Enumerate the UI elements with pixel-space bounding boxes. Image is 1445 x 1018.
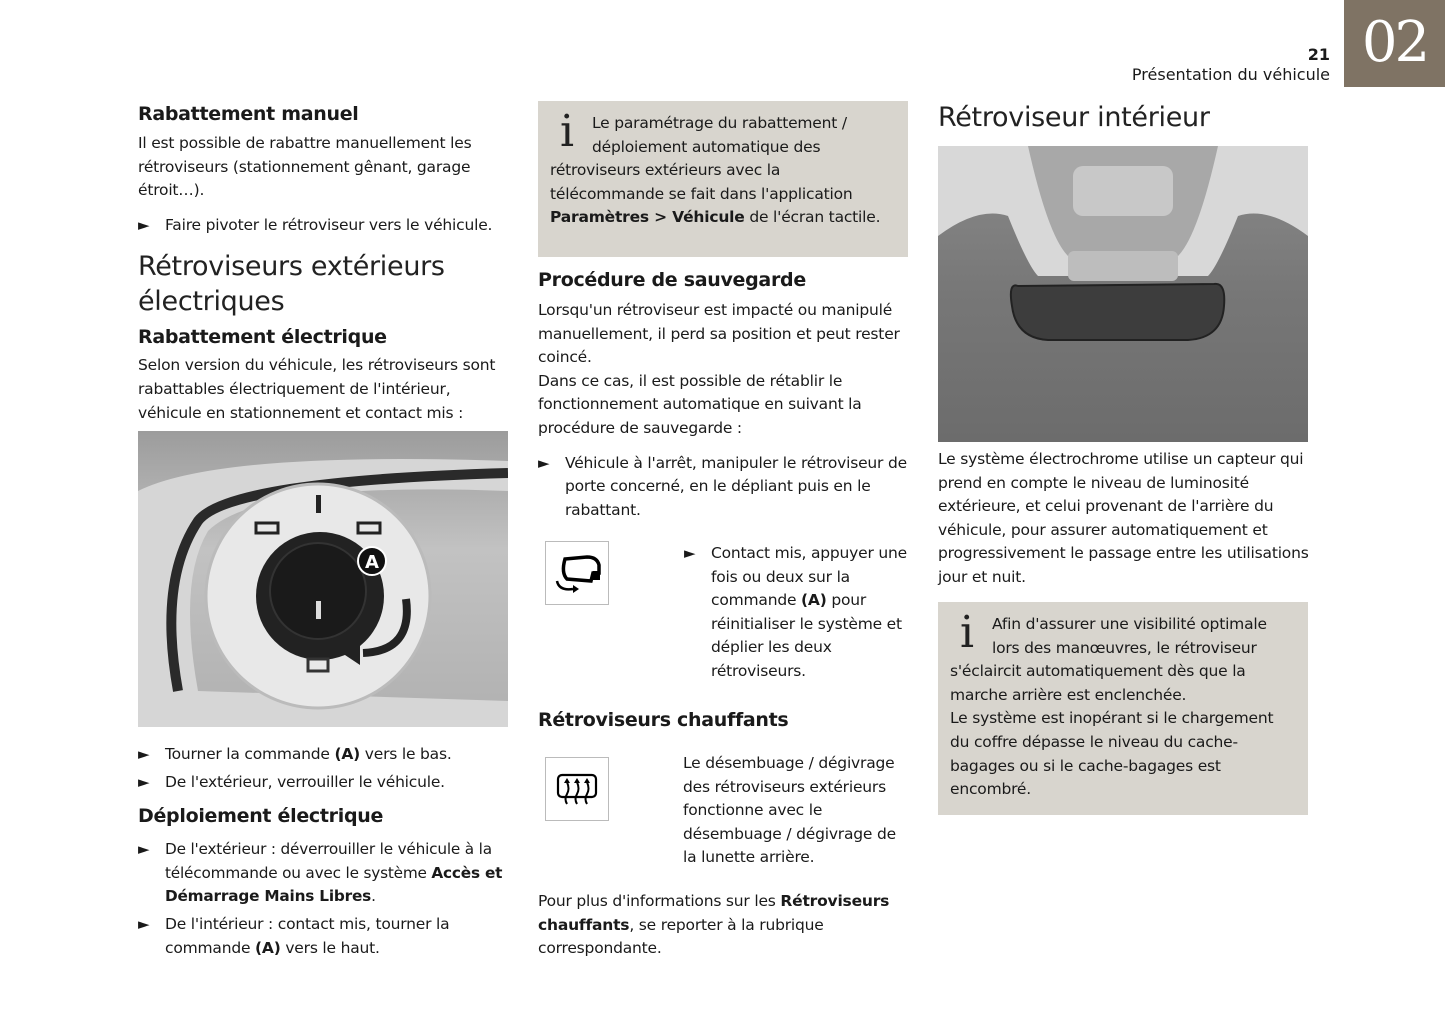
section-title: Présentation du véhicule [1131, 65, 1330, 84]
bullet-arrow-icon: ► [684, 544, 696, 562]
rear-defrost-icon [545, 757, 609, 821]
manual-fold-text: Il est possible de rabattre manuellement les rétroviseurs (stationnement gênant, garage étroit…). [138, 134, 472, 200]
electric-deploy-bullet-1: ► De l'extérieur : déverrouiller le véhicule à la télécommande ou avec le système Accès et Démarrage Mains Libres. [138, 840, 503, 906]
mirror-knob-illustration [138, 431, 508, 727]
bullet-text: Faire pivoter le rétroviseur vers le véhicule. [165, 215, 493, 234]
mirror-fold-icon [545, 541, 609, 605]
heading-heated-mirrors: Rétroviseurs chauffants [538, 709, 789, 731]
bullet-arrow-icon: ► [138, 772, 150, 791]
info-icon: i [560, 106, 574, 157]
label-a: A [365, 552, 379, 573]
info-box-settings: i Le paramétrage du rabattement / déploiement automatique des rétroviseurs extérieurs avec la télécommande se fait dans l'application Paramètres > Véhicule de l'écran tactile. [538, 101, 908, 257]
interior-mirror-text: Le système électrochrome utilise un capteur qui prend en compte le niveau de luminosité extérieure, et celui provenant de l'arrière du véhicule, pour assurer automatiquement et progressivement le passage entre les utilisations jour et nuit. [938, 450, 1309, 586]
heading-electric-fold: Rabattement électrique [138, 326, 387, 349]
column-2 [538, 268, 910, 522]
electric-fold-bullet-1: ► Tourner la commande (A) vers le bas. [138, 743, 513, 767]
heated-mirrors-more-info: Pour plus d'informations sur les Rétroviseurs chauffants, se reporter à la rubrique correspondante. [538, 892, 890, 958]
manual-fold-bullet [138, 214, 513, 238]
electric-fold-bullet-2: ► De l'extérieur, verrouiller le véhicule. [138, 771, 513, 795]
bullet-arrow-icon: ► [538, 453, 550, 472]
backup-text-2: Dans ce cas, il est possible de rétablir le fonctionnement automatique en suivant la procédure de sauvegarde : [538, 371, 862, 437]
heading-electric-deploy: Déploiement électrique [138, 805, 384, 828]
backup-bullet-2: ► Contact mis, appuyer une fois ou deux sur la commande (A) pour réinitialiser le système et déplier les deux rétroviseurs. [684, 544, 907, 680]
heading-manual-fold: Rabattement manuel [138, 103, 359, 125]
chapter-number: 02 [1361, 10, 1428, 75]
column-1-lower [138, 743, 513, 960]
interior-mirror-image [938, 146, 1308, 442]
heated-mirrors-text: Le désembuage / dégivrage des rétroviseurs extérieurs fonctionne avec le désembuage / dégivrage de la lunette arrière. [683, 754, 896, 867]
bullet-arrow-icon: ► [138, 215, 150, 234]
electric-fold-text: Selon version du véhicule, les rétroviseurs sont rabattables électriquement de l'intérieur, véhicule en stationnement et contact mis : [138, 356, 496, 422]
info-icon: i [960, 607, 974, 658]
electric-deploy-bullet-2: ► De l'intérieur : contact mis, tourner la commande (A) vers le haut. [138, 914, 450, 957]
mirror-control-image [138, 431, 508, 727]
heading-backup-procedure: Procédure de sauvegarde [538, 269, 806, 291]
page-number: 21 [1307, 45, 1330, 64]
bullet-arrow-icon: ► [138, 914, 150, 933]
backup-bullet-1: ► Véhicule à l'arrêt, manipuler le rétroviseur de porte concerné, en le dépliant puis en le rabattant. [538, 453, 907, 519]
info-box-reverse: i Afin d'assurer une visibilité optimale lors des manœuvres, le rétroviseur s'éclaircit automatiquement dès que la marche arrière est enclenchée. Le système est inopérant si le chargement du coffre dépasse le niveau du cache-bagages ou si le cache-bagages est encombré. [938, 602, 1308, 815]
heading-electric-mirrors: Rétroviseurs extérieurs électriques [138, 251, 445, 318]
bullet-arrow-icon: ► [138, 745, 150, 763]
bullet-arrow-icon: ► [138, 840, 150, 859]
column-1 [138, 102, 513, 425]
heading-interior-mirror: Rétroviseur intérieur [938, 102, 1210, 133]
backup-text-1: Lorsqu'un rétroviseur est impacté ou manipulé manuellement, il perd sa position et peut rester coincé. [538, 301, 900, 367]
